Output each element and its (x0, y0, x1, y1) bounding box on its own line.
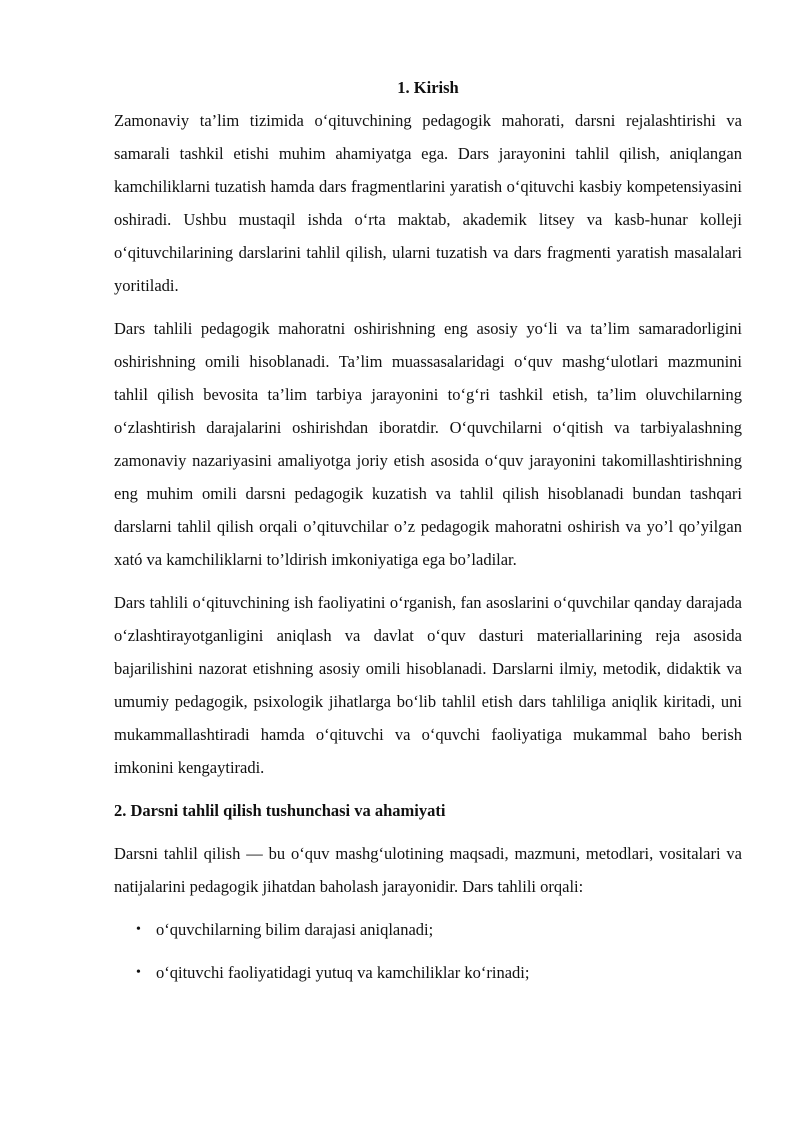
list-item-text: o‘qituvchi faoliyatidagi yutuq va kamchiliklar ko‘rinadi; (156, 963, 530, 982)
paragraph-3: Dars tahlili o‘qituvchining ish faoliyatini o‘rganish, fan asoslarini o‘quvchilar qanday darajada o‘zlashtirayotganligini aniqlash va davlat o‘quv dasturi materiallarining reja asosida bajarilishini nazorat etishning asosiy omili hisoblanadi. Darslarni ilmiy, metodik, didaktik va umumiy pedagogik, psixologik jihatlarga bo‘lib tahlil etish dars tahliliga aniqlik kiritadi, uni mukammallashtiradi hamda o‘qituvchi va o‘quvchi faoliyatiga mukammal baho berish imkonini kengaytiradi. (114, 593, 742, 777)
bullet-icon: • (136, 922, 141, 937)
bullet-icon: • (136, 965, 141, 980)
bullet-list (114, 913, 742, 989)
list-item (114, 956, 742, 989)
paragraph-1: Zamonaviy ta’lim tizimida o‘qituvchining pedagogik mahorati, darsni rejalashtirishi va samarali tashkil etishi muhim ahamiyatga ega. Dars jarayonini tahlil qilish, aniqlangan kamchiliklarni tuzatish hamda dars fragmentlarini yaratish o‘qituvchi kasbiy kompetensiyasini oshiradi. Ushbu mustaqil ishda o‘rta maktab, akademik litsey va kasb-hunar kolleji o‘qituvchilarining darslarini tahlil qilish, ularni tuzatish va dars fragmenti yaratish masalalari yoritiladi. (114, 111, 742, 295)
document-page (114, 71, 742, 999)
section-heading-introduction: 1. Kirish (397, 78, 459, 97)
paragraph-4: Darsni tahlil qilish — bu o‘quv mashg‘ulotining maqsadi, mazmuni, metodlari, vositalari va natijalarini pedagogik jihatdan baholash jarayonidir. Dars tahlili orqali: (114, 844, 742, 896)
list-item-text: o‘quvchilarning bilim darajasi aniqlanadi; (156, 920, 434, 939)
section-heading-lesson-analysis: 2. Darsni tahlil qilish tushunchasi va ahamiyati (114, 801, 446, 820)
list-item (114, 913, 742, 946)
paragraph-2: Dars tahlili pedagogik mahoratni oshirishning eng asosiy yo‘li va ta’lim samaradorligini oshirishning omili hisoblanadi. Ta’lim muassasalaridagi o‘quv mashg‘ulotlari mazmunini tahlil qilish bevosita ta’lim tarbiya jarayonini to‘g‘ri tashkil etish, ta’lim oluvchilarning o‘zlashtirish darajalarini oshirishdan iboratdir. O‘quvchilarni o‘qitish va tarbiyalashning zamonaviy nazariyasini amaliyotga joriy etish asosida o‘quv jarayonini takomillashtirishning eng muhim omili darsni pedagogik kuzatish va tahlil qilish hisoblanadi bundan tashqari darslarni tahlil qilish orqali o’qituvchilar o’z pedagogik mahoratni oshirish va yo’l qo’yilgan xató va kamchiliklarni to’ldirish imkoniyatiga ega bo’ladilar. (114, 319, 742, 569)
